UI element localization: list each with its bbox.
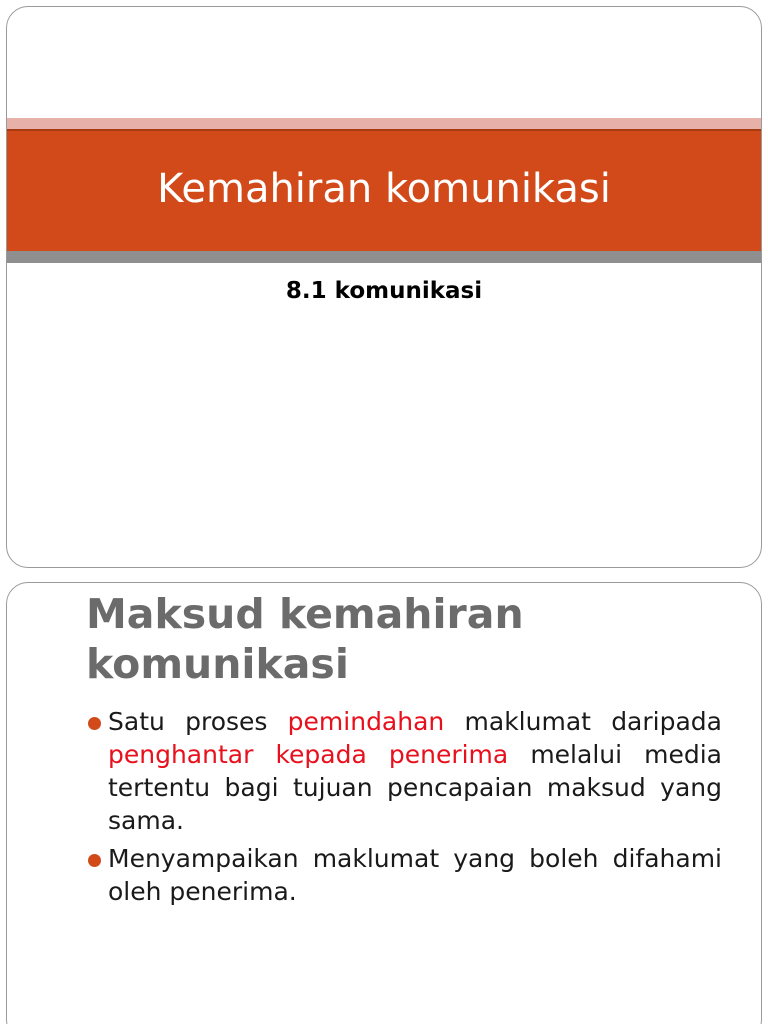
bullet-dot-icon [88, 717, 101, 730]
title-band-divider [7, 129, 761, 131]
bullet-text: melalui media tertentu bagi tujuan pencapaian maksud yang sama. [108, 740, 722, 835]
slide-heading: Maksud kemahiran komunikasi [86, 590, 524, 688]
bullet-dot-icon [88, 854, 101, 867]
title-band-bottom-stripe [7, 251, 761, 263]
slide-1[interactable] [6, 6, 762, 568]
highlight-text: pemindahan [287, 707, 445, 736]
bullet-item [86, 705, 722, 837]
bullet-text: Satu proses [108, 707, 288, 736]
highlight-text: penghantar kepada penerima [108, 740, 509, 769]
slide-title: Kemahiran komunikasi [157, 166, 611, 212]
slide-2[interactable] [6, 582, 762, 1024]
slide-subtitle: 8.1 komunikasi [285, 278, 483, 304]
bullet-item [86, 842, 722, 908]
bullet-text: maklumat daripada [444, 707, 722, 736]
bullet-text: Menyampaikan maklumat yang boleh difahami oleh penerima. [108, 844, 722, 906]
bullet-list [86, 705, 722, 913]
